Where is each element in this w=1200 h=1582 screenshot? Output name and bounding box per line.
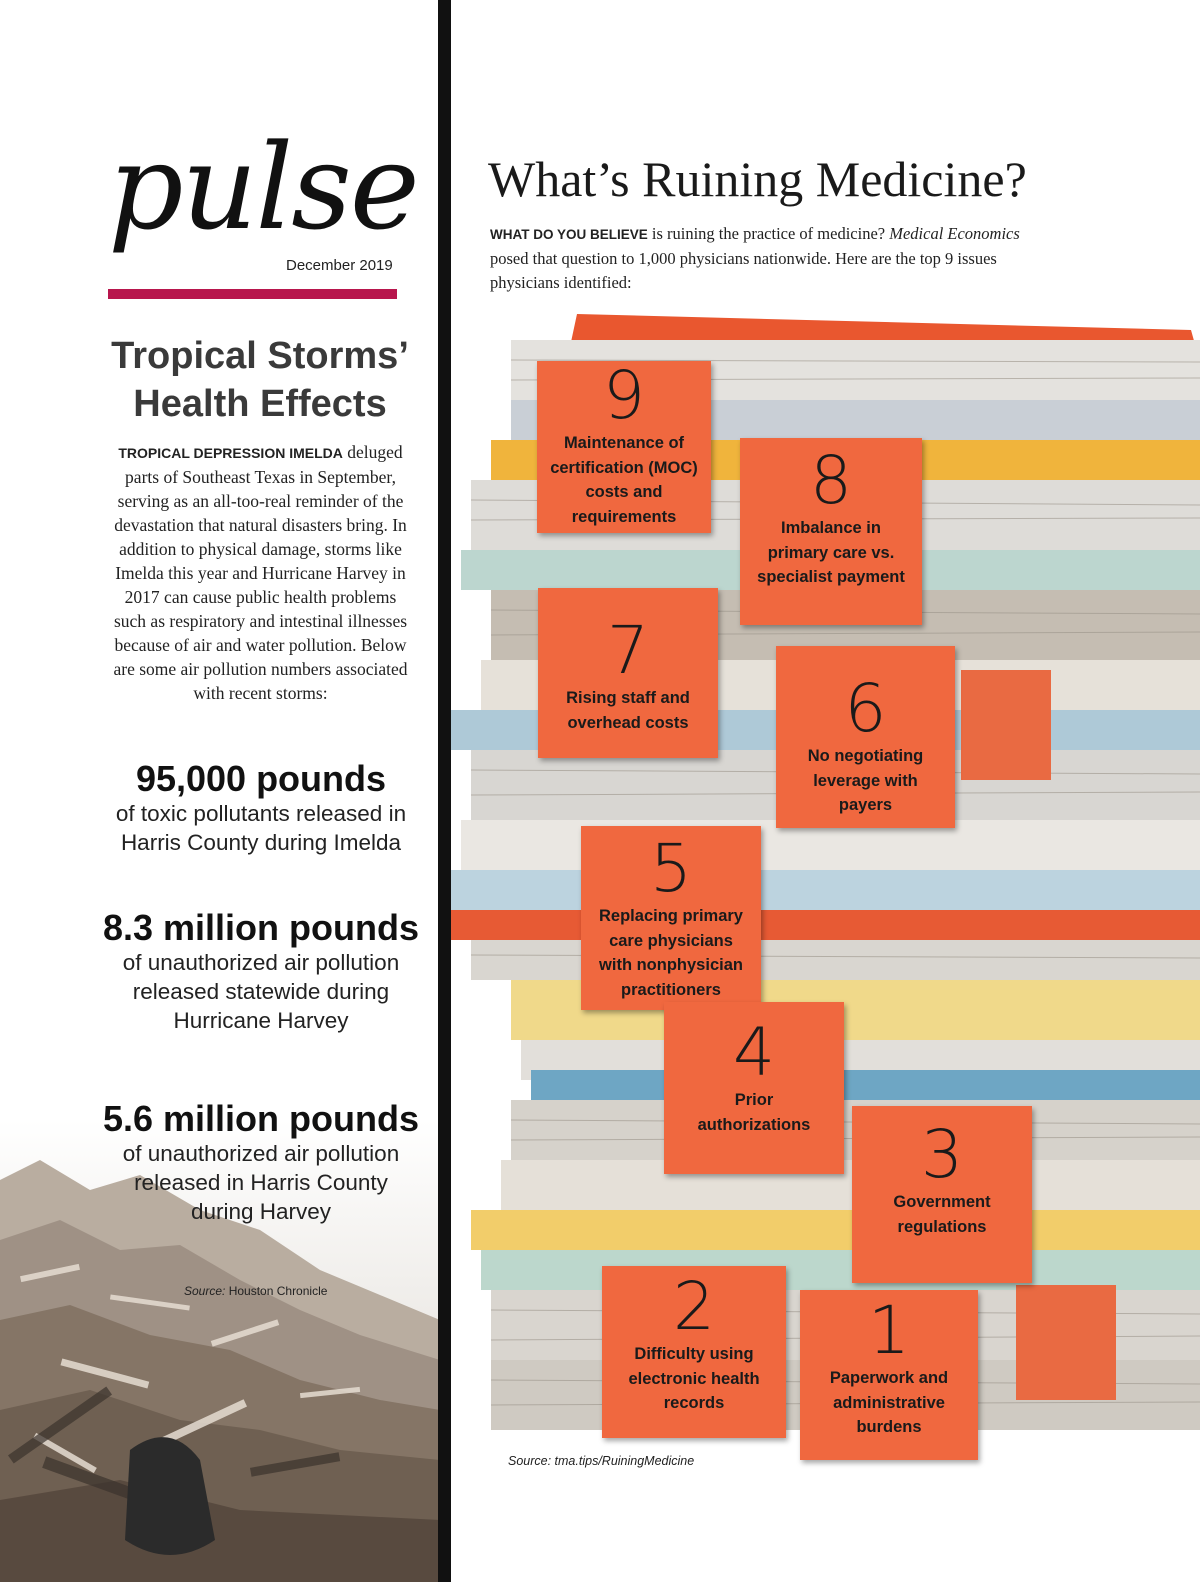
issue-label: No negotiating leverage with payers	[807, 747, 924, 814]
intro-text: posed that question to 1,000 physicians nationwide. Here are the top 9 issues physicians identified:	[490, 249, 997, 292]
issue-number: 4	[733, 1014, 775, 1091]
article-source: Source: tma.tips/RuiningMedicine	[508, 1454, 695, 1468]
issue-number: 6	[844, 670, 887, 747]
stat-block	[100, 758, 422, 857]
article-intro	[490, 222, 1020, 295]
issue-tag-4	[664, 1002, 844, 1174]
source-name: Houston Chronicle	[225, 1284, 328, 1298]
issue-tag-2	[602, 1266, 786, 1438]
masthead-title: pulse	[108, 118, 418, 256]
stat-block	[100, 1098, 422, 1226]
issue-number: 2	[673, 1268, 715, 1345]
issue-label: Replacing primary care physicians with nonphysician practitioners	[599, 907, 743, 999]
issue-label: Prior authorizations	[697, 1091, 811, 1134]
sidebar-title	[60, 332, 460, 428]
issue-label: Rising staff and overhead costs	[566, 689, 690, 732]
issue-number: 8	[810, 442, 852, 519]
issue-label: Maintenance of certification (MOC) costs and requirements	[550, 434, 698, 526]
source-label: Source:	[184, 1284, 226, 1298]
stat-description: of unauthorized air pollution released in Harris County during Harvey	[122, 1141, 400, 1224]
issue-label: Difficulty using electronic health records	[628, 1345, 760, 1412]
sidebar-body	[108, 440, 413, 705]
stat-description: of unauthorized air pollution released statewide during Hurricane Harvey	[122, 950, 400, 1033]
issue-tag-3	[852, 1106, 1032, 1283]
stat-value: 5.6 million pounds	[102, 1098, 420, 1139]
issue-number: 3	[921, 1116, 963, 1193]
intro-publication: Medical Economics	[889, 224, 1020, 243]
sidebar-title-line: Health Effects	[133, 383, 387, 425]
issue-number: 5	[650, 830, 692, 907]
issue-tag-1	[800, 1290, 978, 1460]
article-title: What’s Ruining Medicine?	[488, 151, 1027, 207]
stat-block	[100, 907, 422, 1035]
intro-lead: WHAT DO YOU BELIEVE	[490, 227, 648, 242]
issue-date: December 2019	[286, 257, 393, 274]
stat-description: of toxic pollutants released in Harris County during Imelda	[115, 801, 407, 855]
issue-tag-8	[740, 438, 922, 625]
issue-tag-9	[537, 357, 711, 533]
masthead-rule	[108, 289, 397, 299]
sidebar-text: deluged parts of Southeast Texas in September, serving as an all-too-real reminder of the devastation that natural disasters bring. In addition to physical damage, storms like Imelda this year and Hurricane Harvey in 2017 can cause public health problems such as respiratory and intestinal illnesses because of air and water pollution. Below are some air pollution numbers associated with recent storms:	[113, 442, 408, 703]
issue-label: Imbalance in primary care vs. specialist payment	[757, 519, 905, 586]
issue-number: 7	[607, 612, 649, 689]
issue-number: 9	[603, 357, 645, 434]
intro-text: is ruining the practice of medicine?	[647, 224, 890, 243]
sidebar-title-line: Tropical Storms’	[111, 335, 409, 377]
issue-tag-7	[538, 588, 718, 758]
issue-label: Government regulations	[893, 1193, 991, 1236]
issue-tag-5	[581, 826, 761, 1010]
sidebar-source	[184, 1284, 327, 1298]
issue-label: Paperwork and administrative burdens	[829, 1369, 949, 1436]
issue-tag-6	[776, 646, 955, 828]
stat-value: 8.3 million pounds	[102, 907, 420, 948]
issue-number: 1	[868, 1292, 910, 1369]
stat-value: 95,000 pounds	[135, 758, 387, 799]
column-divider	[438, 0, 451, 1582]
sidebar-lead: TROPICAL DEPRESSION IMELDA	[118, 445, 343, 461]
